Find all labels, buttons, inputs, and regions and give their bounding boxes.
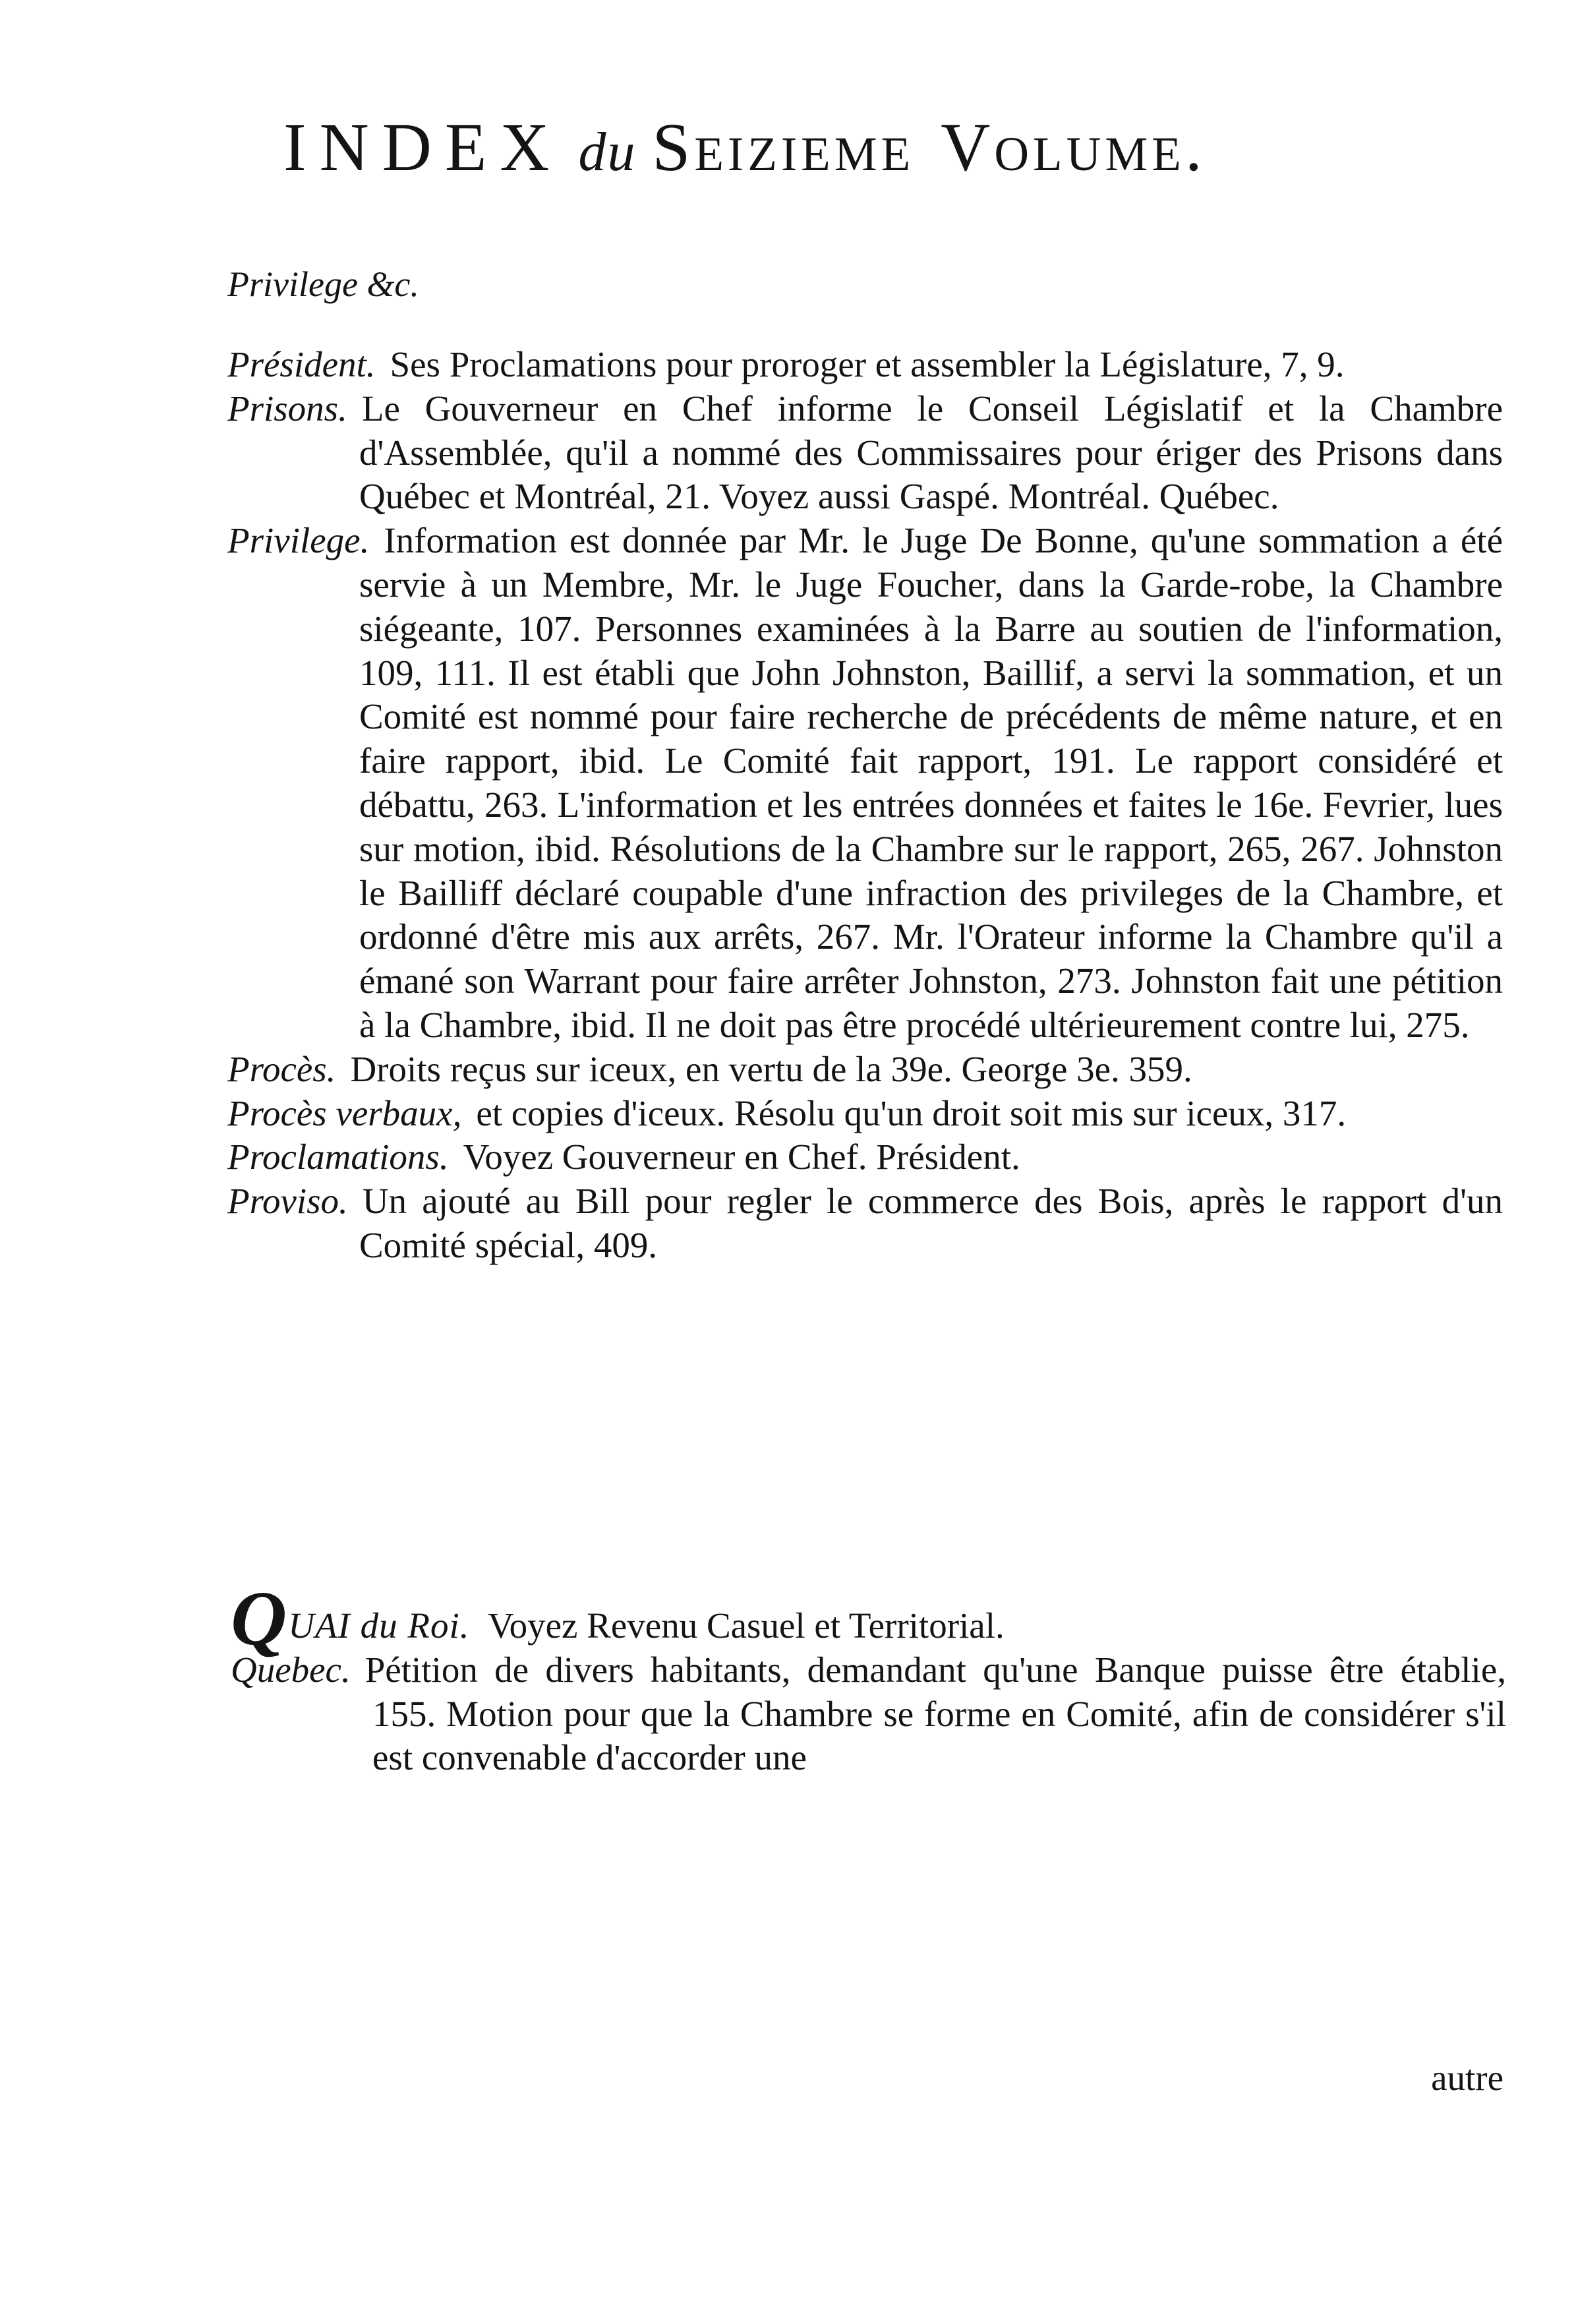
entry-text: Ses Proclamations pour proroger et assembler la Législature, 7, 9.	[390, 344, 1345, 384]
entry-text: Information est donnée par Mr. le Juge De Bonne, qu'une sommation a été servie à un Membre, Mr. le Juge Foucher, dans la Garde-robe, la Chambre siégeante, 107. Personnes examinées à la Barre au soutien de l'information, 109, 111. Il est établi que John Johnston, Baillif, a servi la sommation, et un Comité est nommé pour faire recherche de précédents de même nature, et en faire rapport, ibid. Le Comité fait rapport, 191. Le rapport considéré et débattu, 263. L'information et les entrées données et faites le 16e. Fevrier, lues sur motion, ibid. Résolutions de la Chambre sur le rapport, 265, 267. Johnston le Bailliff déclaré coupable d'une infraction des privileges de la Chambre, et ordonné d'être mis aux arrêts, 267. Mr. l'Orateur informe la Chambre qu'il a émané son Warrant pour faire arrêter Johnston, 273. Johnston fait une pétition à la Chambre, ibid. Il ne doit pas être procédé ultérieurement contre lui, 275.	[359, 520, 1503, 1045]
entry-text: Un ajouté au Bill pour regler le commerce des Bois, après le rapport d'un Comité spécial, 409.	[359, 1181, 1503, 1265]
entry-heading: UAI du Roi.	[288, 1605, 470, 1646]
entry-text: et copies d'iceux. Résolu qu'un droit soit mis sur iceux, 317.	[476, 1092, 1347, 1133]
index-entry-quebec	[231, 1648, 1506, 1780]
running-head: Privilege &c.	[227, 264, 419, 304]
entry-heading: Proclamations.	[227, 1137, 449, 1177]
page-title	[283, 109, 1417, 185]
entry-text: Le Gouverneur en Chef informe le Conseil Législatif et la Chambre d'Assemblée, qu'il a nommé des Commissaires pour ériger des Prisons dans Québec et Montréal, 21. Voyez aussi Gaspé. Montréal. Québec.	[359, 388, 1503, 517]
entry-text: Voyez Revenu Casuel et Territorial.	[487, 1605, 1005, 1646]
index-entry-proviso	[227, 1179, 1503, 1268]
index-entry-proces-verbaux	[227, 1092, 1503, 1136]
index-entries	[227, 343, 1503, 1268]
entry-heading: Privilege.	[227, 520, 370, 561]
title-index: INDEX	[283, 109, 563, 185]
entry-text: Droits reçus sur iceux, en vertu de la 39e. George 3e. 359.	[350, 1048, 1192, 1089]
entry-heading: Président.	[227, 344, 376, 384]
index-entry-proclamations	[227, 1135, 1503, 1179]
entry-text: Voyez Gouverneur en Chef. Président.	[463, 1137, 1020, 1177]
index-entry-privilege	[227, 519, 1503, 1048]
entry-text: Pétition de divers habitants, demandant qu'une Banque puisse être établie, 155. Motion pour que la Chambre se forme en Comité, afin de considérer s'il est convenable d'accorder une	[365, 1649, 1506, 1778]
entry-heading: Proviso.	[227, 1181, 348, 1222]
entry-heading: Prisons.	[227, 388, 347, 429]
title-du: du	[578, 121, 637, 183]
entry-heading: Procès.	[227, 1048, 336, 1089]
drop-cap-q: Q	[231, 1575, 287, 1661]
index-entry-president	[227, 343, 1503, 387]
entry-heading: Procès verbaux,	[227, 1092, 462, 1133]
index-entry-prisons	[227, 387, 1503, 519]
title-seizieme: Seizieme	[652, 109, 915, 185]
catchword: autre	[1431, 2058, 1503, 2098]
index-entry-proces	[227, 1048, 1503, 1092]
entry-heading: Quebec.	[231, 1649, 351, 1690]
title-volume: Volume.	[941, 109, 1206, 185]
section-q	[231, 1575, 1506, 1780]
index-entry-quai	[231, 1575, 1506, 1661]
